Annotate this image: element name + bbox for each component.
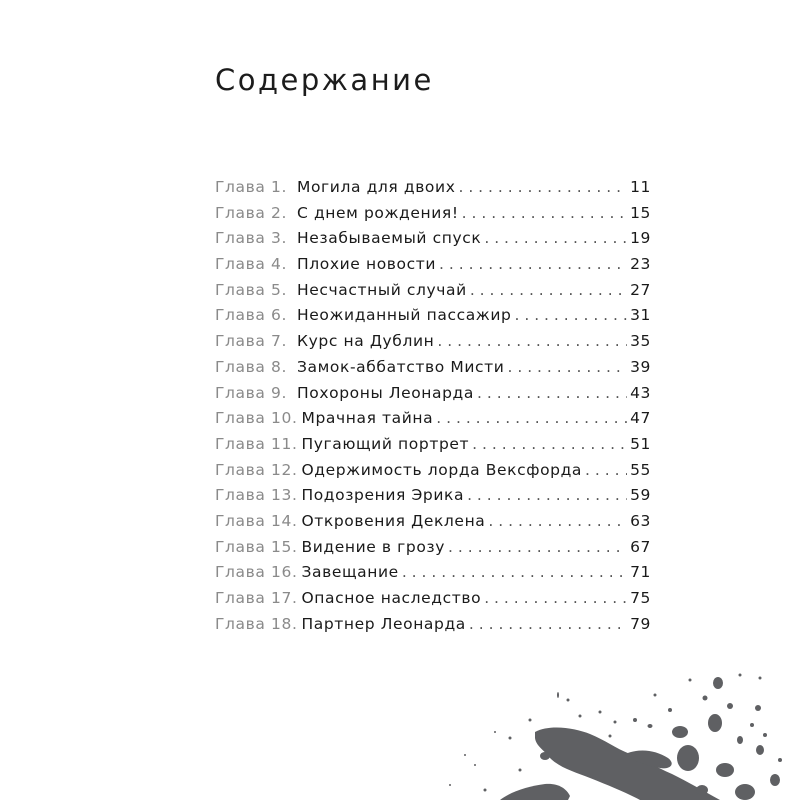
dot-leader: [437, 332, 627, 350]
chapter-title: Опасное наследство: [301, 589, 482, 607]
chapter-label: Глава 3.: [215, 229, 288, 248]
toc-entry: [215, 281, 651, 307]
dot-leader: [467, 486, 627, 504]
toc-entry: [215, 306, 651, 332]
toc-entry: [215, 332, 651, 358]
chapter-label: Глава 15.: [215, 537, 298, 556]
chapter-label: Глава 8.: [215, 357, 288, 376]
chapter-title: Плохие новости: [297, 255, 437, 274]
dot-leader: [484, 229, 627, 247]
chapter-label: Глава 12.: [215, 460, 298, 479]
chapter-label: Глава 18.: [215, 614, 298, 633]
page-number: 63: [630, 511, 651, 530]
page-number: 19: [630, 229, 651, 248]
page-number: 23: [630, 255, 651, 274]
page-number: 59: [630, 486, 651, 505]
chapter-title: Похороны Леонарда: [297, 383, 474, 402]
chapter-title: Видение в грозу: [301, 537, 446, 556]
dot-leader: [488, 512, 627, 530]
toc-entry: [215, 486, 651, 512]
chapter-label: Глава 10.: [215, 409, 298, 428]
dot-leader: [402, 563, 627, 581]
chapter-label: Глава 17.: [215, 589, 298, 607]
page-number: 67: [630, 537, 651, 556]
ink-splatter-decoration: [440, 650, 800, 800]
chapter-label: Глава 4.: [215, 255, 288, 274]
dot-leader: [507, 358, 627, 376]
page-number: 43: [630, 383, 651, 402]
chapter-label: Глава 2.: [215, 203, 288, 222]
toc-entry: [215, 384, 651, 410]
chapter-title: Мрачная тайна: [301, 409, 434, 428]
chapter-title: Одержимость лорда Вексфорда: [301, 460, 583, 479]
chapter-title: Завещание: [301, 563, 399, 582]
page-number: 47: [630, 409, 651, 428]
dot-leader: [470, 281, 627, 299]
chapter-label: Глава 14.: [215, 511, 298, 530]
dot-leader: [458, 178, 627, 196]
toc-entry: [215, 461, 651, 487]
page-number: 55: [630, 460, 651, 479]
chapter-label: Глава 16.: [215, 563, 298, 582]
chapter-title: Откровения Деклена: [301, 511, 486, 530]
table-of-contents: [215, 178, 651, 640]
dot-leader: [472, 435, 627, 453]
toc-entry: [215, 512, 651, 538]
chapter-label: Глава 11.: [215, 434, 298, 453]
toc-entry: [215, 435, 651, 461]
dot-leader: [484, 589, 627, 607]
toc-entry: [215, 229, 651, 255]
dot-leader: [462, 204, 627, 222]
page-number: 35: [630, 332, 651, 351]
chapter-title: Пугающий портрет: [301, 434, 470, 453]
page-number: 79: [630, 614, 651, 633]
chapter-title: Замок-аббатство Мисти: [297, 357, 505, 376]
page-number: 11: [630, 178, 651, 196]
page-number: 31: [630, 306, 651, 325]
chapter-label: Глава 6.: [215, 306, 288, 325]
dot-leader: [439, 255, 627, 273]
page-number: 71: [630, 563, 651, 582]
page-number: 15: [630, 203, 651, 222]
chapter-title: Могила для двоих: [297, 178, 456, 196]
chapter-label: Глава 1.: [215, 178, 288, 196]
chapter-label: Глава 9.: [215, 383, 288, 402]
toc-entry: [215, 358, 651, 384]
dot-leader: [514, 306, 627, 324]
dot-leader: [448, 538, 627, 556]
toc-entry: [215, 204, 651, 230]
chapter-label: Глава 5.: [215, 280, 288, 299]
page-number: 75: [630, 589, 651, 607]
toc-entry: [215, 615, 651, 641]
toc-entry: [215, 538, 651, 564]
dot-leader: [469, 615, 627, 633]
chapter-label: Глава 7.: [215, 332, 288, 351]
page-title: Содержание: [215, 63, 434, 98]
toc-entry: [215, 255, 651, 281]
page-number: 51: [630, 434, 651, 453]
toc-entry: [215, 563, 651, 589]
toc-entry: [215, 178, 651, 204]
dot-leader: [436, 409, 627, 427]
page-number: 27: [630, 280, 651, 299]
dot-leader: [477, 384, 627, 402]
chapter-title: Несчастный случай: [297, 280, 467, 299]
page-number: 39: [630, 357, 651, 376]
toc-entry: [215, 589, 651, 615]
chapter-title: С днем рождения!: [297, 203, 459, 222]
chapter-title: Незабываемый спуск: [297, 229, 482, 248]
chapter-title: Курс на Дублин: [297, 332, 435, 351]
chapter-title: Подозрения Эрика: [301, 486, 465, 505]
toc-entry: [215, 409, 651, 435]
chapter-label: Глава 13.: [215, 486, 298, 505]
chapter-title: Неожиданный пассажир: [297, 306, 512, 325]
dot-leader: [585, 461, 627, 479]
chapter-title: Партнер Леонарда: [301, 614, 466, 633]
